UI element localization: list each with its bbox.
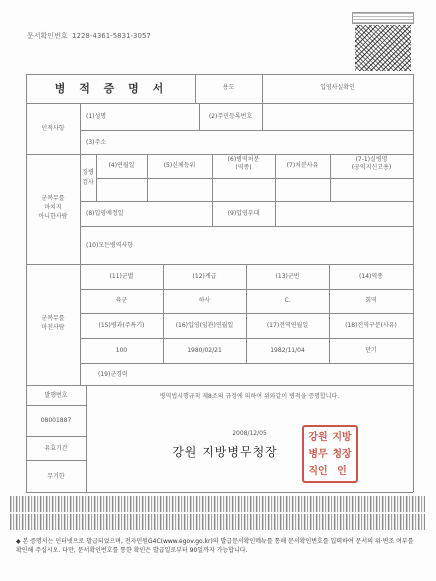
seal-char: 인 xyxy=(337,465,347,477)
not-serving-section-label xyxy=(26,196,80,220)
grid-line xyxy=(80,201,413,202)
discharge-type-label: (18)전역구분(사유) xyxy=(345,322,397,329)
grid-line xyxy=(96,154,97,201)
seal-char: 직인 xyxy=(308,465,328,477)
branch-value: 육군 xyxy=(115,297,128,304)
specialty-label: (15)병과(주특기) xyxy=(98,322,145,329)
enlist-date-header: (16)입영(임관)연월일 xyxy=(175,322,234,329)
verification-band xyxy=(10,496,425,512)
purpose-value: 입영사실확인 xyxy=(320,84,355,91)
section-label-line: 마친사람 xyxy=(41,324,65,331)
service-section-label xyxy=(26,316,80,331)
specialty-value: 100 xyxy=(115,347,128,354)
rrn-label: (2)주민등록번호 xyxy=(208,113,253,120)
grid-line xyxy=(262,103,263,130)
verification-barcode xyxy=(355,25,411,71)
grid-line xyxy=(96,178,413,179)
issuer-name: 강원 지방병무청장 xyxy=(172,445,278,459)
document-title: 병 적 증 명 서 xyxy=(54,82,169,95)
other-label: (10)모든병역사항 xyxy=(86,242,134,249)
body-grade-label: (5)신체등위 xyxy=(163,162,196,169)
grid-line xyxy=(80,130,413,131)
grid-line xyxy=(80,226,413,227)
document-number-label: 문서확인번호 xyxy=(27,32,68,40)
grid-line xyxy=(26,154,413,155)
official-seal xyxy=(302,425,358,483)
service-number-value: C. xyxy=(284,297,291,304)
discharge-type-value: 만기 xyxy=(365,347,377,354)
grid-line xyxy=(275,154,276,201)
reason-label: (7)처분사유 xyxy=(286,162,319,169)
grid-line xyxy=(26,103,413,104)
seal-char: 강원 xyxy=(308,431,328,443)
seal-char: 청장 xyxy=(332,448,352,460)
grid-line xyxy=(80,103,81,385)
validity-label: 유효기간 xyxy=(44,445,68,452)
name-label: (1)성명 xyxy=(86,113,107,120)
grid-line xyxy=(26,436,86,437)
grid-line xyxy=(26,460,86,461)
enlist-date-value: 1980/02/21 xyxy=(187,347,222,354)
enlist-date-label: (8)입영예정일 xyxy=(86,210,124,217)
exam-label xyxy=(80,170,96,186)
verification-band xyxy=(10,514,425,530)
exam-date-label: (4)연월일 xyxy=(108,162,135,169)
public-service-label xyxy=(330,157,413,171)
public-service-label-line: (7-1)실병명 xyxy=(355,156,388,163)
grid-line xyxy=(26,74,413,75)
section-label-line: 군복무를 xyxy=(41,195,65,202)
seal-char: 병무 xyxy=(308,448,328,460)
verification-notice: ◆ 본 증명서는 인터넷으로 발급되었으며, 전자민원G4C(www.egov.go.kr)의 발급문서확인메뉴를 통해 문서확인번호를 입력하여 문서의 위·변조 여부를 확인해 주십시오. 다만, 문서확인번호를 통한 확인은 발급일로부터 90일까지 가능합니다. xyxy=(16,538,414,554)
agency-logo xyxy=(352,12,414,24)
grid-line xyxy=(26,385,413,386)
certification-statement: 병역법시행규칙 제8조의 규정에 의하여 위와같이 병적을 증명합니다. xyxy=(159,393,340,400)
grid-line xyxy=(275,201,276,226)
discharge-date-value: 1982/11/04 xyxy=(270,347,305,354)
disposition-label-line: (역종) xyxy=(235,164,252,171)
grid-line xyxy=(413,74,414,492)
disposition-label xyxy=(212,157,275,171)
public-service-label-line: (공익지신고용) xyxy=(351,164,392,171)
disposition-label-line: (6)병역처분 xyxy=(227,156,260,163)
grid-line xyxy=(80,363,413,364)
issue-number-label: 발행번호 xyxy=(44,392,68,399)
grid-line xyxy=(86,385,87,492)
exam-label-line: 검사 xyxy=(82,179,94,186)
rank-value: 하사 xyxy=(198,297,211,304)
branch-label: (11)군별 xyxy=(109,273,134,280)
unit-label: (9)입영부대 xyxy=(227,210,260,217)
grid-line xyxy=(26,264,413,265)
discharge-date-label: (17)전역연월일 xyxy=(266,322,309,329)
grid-line xyxy=(26,74,27,492)
exam-label-line: 징병 xyxy=(82,169,94,176)
rank-label: (12)계급 xyxy=(192,273,217,280)
validity-value: 무기한 xyxy=(47,473,65,480)
issue-number-value: 08001887 xyxy=(40,417,72,424)
section-label-line: 군복무를 xyxy=(41,315,65,322)
service-class-value: 회역 xyxy=(365,297,377,304)
grid-line xyxy=(147,154,148,201)
issue-date: 2008/12/05 xyxy=(232,430,267,437)
seal-char: 지방 xyxy=(332,431,352,443)
personal-section-label: 인적사항 xyxy=(41,125,65,132)
grid-line xyxy=(26,492,413,493)
purpose-label: 용도 xyxy=(222,84,235,91)
career-label: (19)군경력 xyxy=(98,371,128,378)
document-number-value: 1228-4361-5831-3057 xyxy=(72,32,151,40)
address-label: (3)주소 xyxy=(86,139,107,146)
document-number xyxy=(27,33,151,40)
grid-line xyxy=(26,405,86,406)
section-label-line: 마치지 xyxy=(44,204,62,211)
service-number-label: (13)군번 xyxy=(275,273,300,280)
service-class-label: (14)역종 xyxy=(359,273,383,280)
section-label-line: 아니한사람 xyxy=(38,213,68,220)
